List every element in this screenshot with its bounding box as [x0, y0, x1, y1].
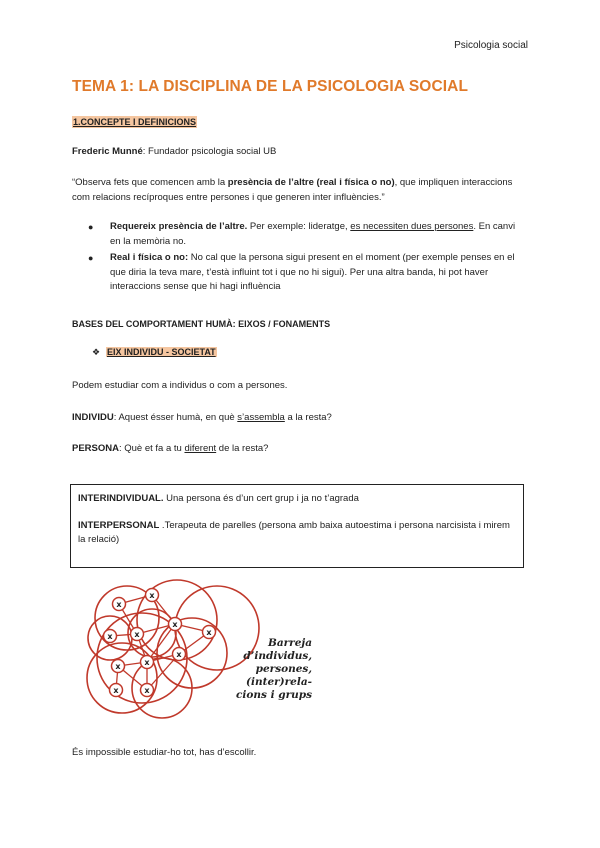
interindividual-text: Una persona és d’un cert grup i ja no t’agrada — [163, 493, 359, 504]
persona-paragraph — [72, 442, 268, 457]
individu-text: : Aquest ésser humà, en què — [113, 412, 238, 423]
individual-node-label: x — [144, 658, 150, 667]
quote-bold: presència de l’altre (real i física o no) — [227, 177, 395, 188]
bullet-bold: Requereix presència de l’altre. — [110, 221, 248, 232]
list-item — [88, 220, 528, 249]
groups-diagram — [82, 578, 322, 728]
caption-line: (inter)rela- — [246, 676, 312, 688]
persona-label: PERSONA — [72, 443, 119, 454]
caption-line: Barreja — [267, 637, 312, 649]
individual-node-label: x — [134, 630, 140, 639]
persona-text: : Què et fa a tu — [118, 443, 185, 454]
individual-node-label: x — [113, 686, 119, 695]
bullet-marker: ● — [88, 222, 94, 232]
groups-diagram-svg — [82, 578, 322, 728]
individu-label: INDIVIDU — [72, 412, 114, 423]
quote-start: “Observa fets que comencen amb la — [72, 177, 228, 188]
individual-node-label: x — [172, 620, 178, 629]
individual-node-label: x — [149, 591, 155, 600]
persona-tail: de la resta? — [216, 443, 269, 454]
interindividual-label: INTERINDIVIDUAL. — [78, 493, 164, 504]
individu-underline: s’assembla — [237, 412, 285, 423]
caption-line: cions i grups — [236, 689, 312, 701]
interindividual-line — [78, 492, 516, 507]
bullet-text: Per exemple: lideratge, — [247, 221, 351, 232]
individual-node-label: x — [144, 686, 150, 695]
author-name: Frederic Munné — [72, 146, 143, 157]
interpersonal-line — [78, 519, 516, 548]
individu-paragraph — [72, 411, 332, 426]
individual-node-label: x — [107, 632, 113, 641]
quote-end: , que impliquen interaccions com relacions recíproques entre persones i que generen inter influències.” — [72, 177, 513, 203]
page-header: Psicologia social — [454, 40, 528, 51]
bullet-text: No cal que la persona sigui present en el moment (per exemple penses en el que diria la teva mare, t’està influint tot i que no hi sigui). Per una altra banda, hi pot haver interaccions sense que hi hagi influència — [110, 252, 515, 292]
section-heading: 1.CONCEPTE I DEFINICIONS — [73, 117, 197, 127]
subsection-heading — [92, 347, 217, 358]
diagram-caption — [236, 637, 312, 701]
munne-paragraph — [72, 145, 528, 160]
individual-node-label: x — [206, 628, 212, 637]
closing-paragraph: És impossible estudiar-ho tot, has d’escollir. — [72, 747, 257, 758]
bullet-bold: Real i física o no: — [110, 252, 189, 263]
bullet-tail: . En canvi en la memòria no. — [110, 221, 516, 247]
individu-tail: a la resta? — [284, 412, 332, 423]
bullet-list — [88, 220, 528, 297]
bullet-marker: ● — [88, 253, 94, 263]
podem-paragraph: Podem estudiar com a individus o com a persones. — [72, 380, 288, 391]
persona-underline: diferent — [184, 443, 217, 454]
interpersonal-label: INTERPERSONAL — [78, 519, 160, 531]
page-title: TEMA 1: LA DISCIPLINA DE LA PSICOLOGIA SOCIAL — [72, 78, 469, 95]
quote-paragraph — [72, 176, 528, 205]
individual-node-label: x — [176, 650, 182, 659]
individual-node-label: x — [115, 662, 121, 671]
caption-line: persones, — [255, 663, 312, 675]
subsection-label: EIX INDIVIDU - SOCIETAT — [107, 347, 216, 357]
author-description: : Fundador psicologia social UB — [142, 146, 277, 157]
bases-heading: BASES DEL COMPORTAMENT HUMÀ: EIXOS / FONAMENTS — [72, 319, 331, 329]
interpersonal-text: .Terapeuta de parelles (persona amb baixa autoestima i persona narcisista i mirem la relació) — [78, 519, 510, 545]
list-item — [88, 251, 528, 295]
bullet-underline: es necessiten dues persones — [350, 221, 474, 232]
diamond-icon: ❖ — [92, 347, 101, 357]
individual-node-label: x — [116, 600, 122, 609]
caption-line: d’individus, — [243, 650, 312, 662]
definition-box — [70, 484, 524, 568]
